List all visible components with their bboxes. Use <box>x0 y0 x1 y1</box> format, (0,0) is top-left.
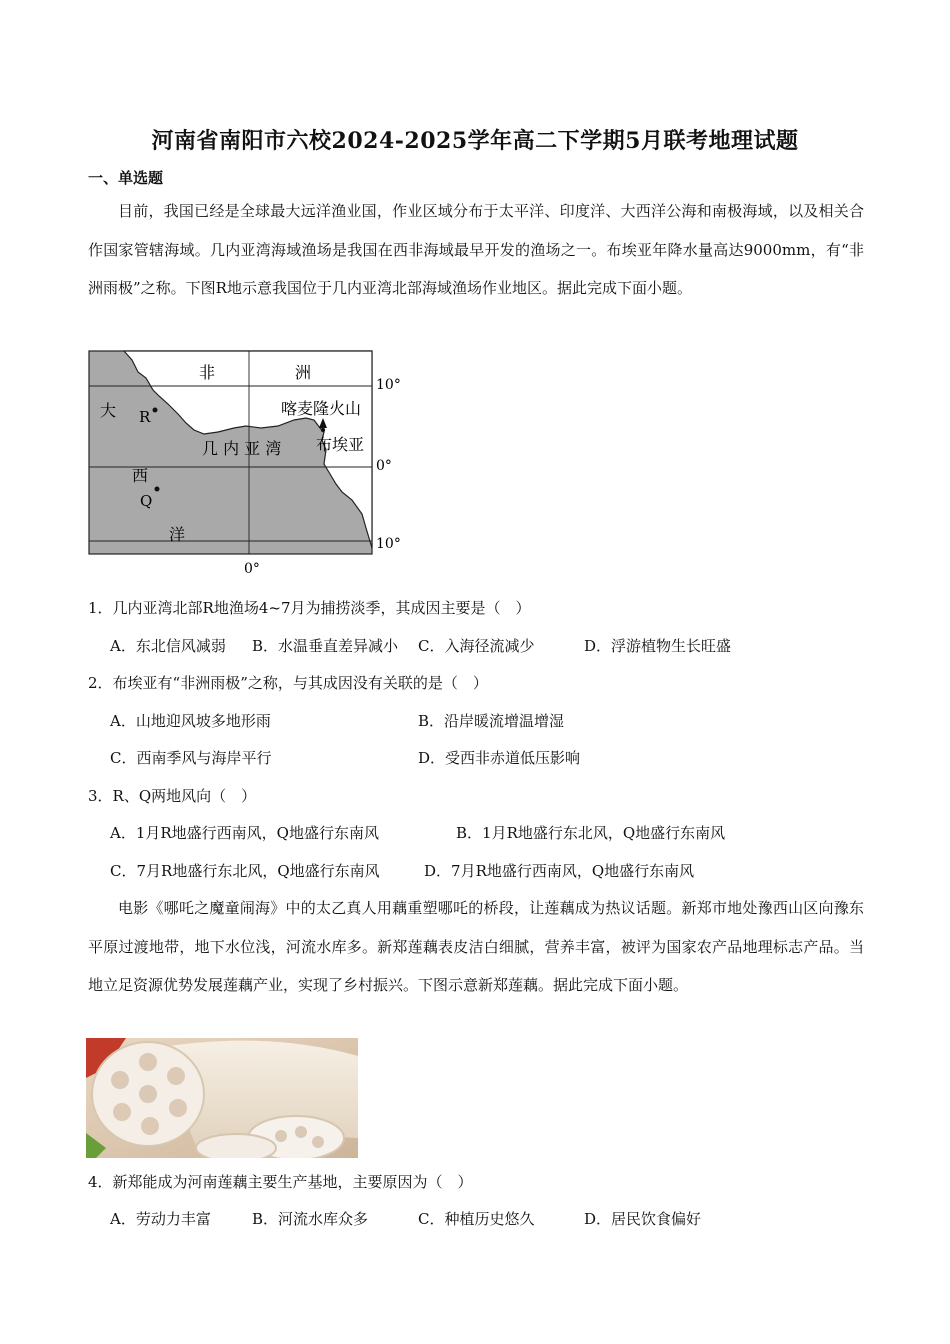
map-label-yang: 洋 <box>169 525 186 544</box>
question-4-stem: 4．新郑能成为河南莲藕主要生产基地，主要原因为（ ） <box>88 1173 473 1191</box>
gulf-of-guinea-map <box>86 348 416 580</box>
lat-label-top: 10° <box>376 377 401 393</box>
question-3-stem: 3．R、Q两地风向（ ） <box>88 787 257 805</box>
question-4-option-b[interactable]: B．河流水库众多 <box>252 1210 369 1228</box>
map-label-fei: 非 <box>199 363 216 382</box>
map-label-xi: 西 <box>132 466 149 485</box>
question-1-stem: 1．几内亚湾北部R地渔场4~7月为捕捞淡季，其成因主要是（ ） <box>88 599 531 617</box>
question-2-option-c[interactable]: C．西南季风与海岸平行 <box>110 749 272 767</box>
map-label-gulf: 几 内 亚 湾 <box>202 439 282 458</box>
question-3-option-b[interactable]: B．1月R地盛行东北风，Q地盛行东南风 <box>456 824 726 842</box>
passage-2: 电影《哪吒之魔童闹海》中的太乙真人用藕重塑哪吒的桥段，让莲藕成为热议话题。新郑市地处豫西山区向豫东平原过渡地带，地下水位浅，河流水库多。新郑莲藕表皮洁白细腻，营养丰富，被评为国家农产品地理标志产品。当地立足资源优势发展莲藕产业，实现了乡村振兴。下图示意新郑莲藕。据此完成下面小题。 <box>88 899 864 994</box>
point-R <box>153 408 158 413</box>
question-4-option-d[interactable]: D．居民饮食偏好 <box>584 1210 702 1228</box>
lon-label-bottom: 0° <box>244 561 260 577</box>
question-4-option-a[interactable]: A．劳动力丰富 <box>110 1210 211 1228</box>
question-2-option-d[interactable]: D．受西非赤道低压影响 <box>418 749 581 767</box>
point-buea <box>321 428 325 432</box>
page-title: 河南省南阳市六校2024-2025学年高二下学期5月联考地理试题 <box>151 128 799 154</box>
section-heading: 一、单选题 <box>88 169 164 187</box>
lat-label-mid: 0° <box>376 458 392 474</box>
question-3-option-d[interactable]: D．7月R地盛行西南风，Q地盛行东南风 <box>424 862 695 880</box>
question-1-option-b[interactable]: B．水温垂直差异减小 <box>252 637 399 655</box>
question-3-option-a[interactable]: A．1月R地盛行西南风，Q地盛行东南风 <box>110 824 379 842</box>
map-label-buea: 布埃亚 <box>316 435 365 454</box>
map-label-R: R <box>139 408 151 426</box>
question-2-option-a[interactable]: A．山地迎风坡多地形雨 <box>110 712 271 730</box>
passage-1: 目前，我国已经是全球最大远洋渔业国，作业区域分布于太平洋、印度洋、大西洋公海和南极海域，以及相关合作国家管辖海域。几内亚湾海域渔场是我国在西非海域最早开发的渔场之一。布埃亚年降水量高达9000mm，有“非洲雨极”之称。下图R地示意我国位于几内亚湾北部海域渔场作业地区。据此完成下面小题。 <box>88 202 864 297</box>
question-3-option-c[interactable]: C．7月R地盛行东北风，Q地盛行东南风 <box>110 862 380 880</box>
lotus-root-photo <box>86 1038 358 1158</box>
map-label-volcano: 喀麦隆火山 <box>281 399 362 418</box>
point-Q <box>155 487 160 492</box>
question-2-option-b[interactable]: B．沿岸暖流增温增湿 <box>418 712 565 730</box>
map-label-zhou: 洲 <box>295 363 312 382</box>
map-label-da: 大 <box>100 401 117 420</box>
lat-label-bottom: 10° <box>376 536 401 552</box>
question-1-option-c[interactable]: C．入海径流减少 <box>418 637 535 655</box>
question-2-stem: 2．布埃亚有“非洲雨极”之称，与其成因没有关联的是（ ） <box>88 674 488 692</box>
question-4-option-c[interactable]: C．种植历史悠久 <box>418 1210 535 1228</box>
map-label-Q: Q <box>140 492 153 510</box>
question-1-option-d[interactable]: D．浮游植物生长旺盛 <box>584 637 732 655</box>
question-1-option-a[interactable]: A．东北信风减弱 <box>110 637 226 655</box>
